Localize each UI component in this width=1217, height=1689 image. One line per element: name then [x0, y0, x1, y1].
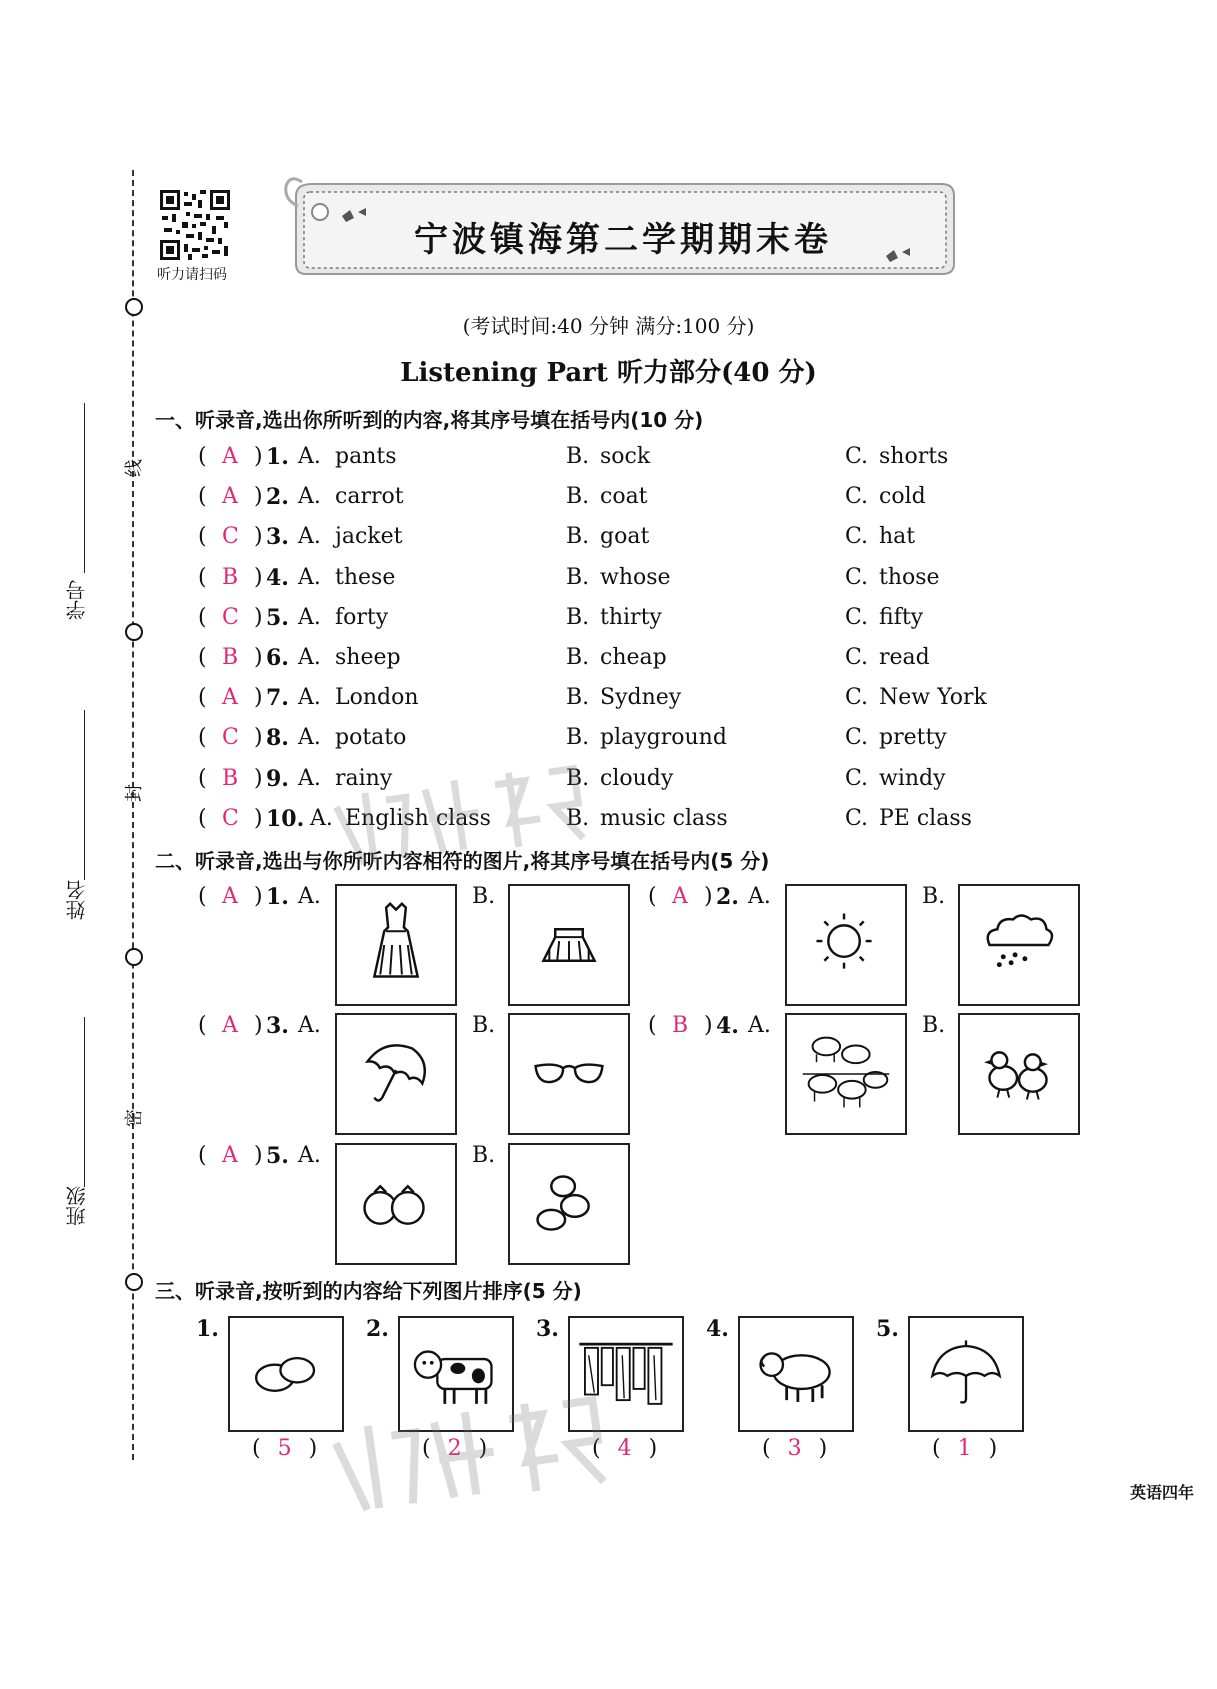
s3-number: 2. — [366, 1316, 389, 1342]
s1-question-row — [0, 766, 1217, 806]
answer-value: 4 — [617, 1436, 632, 1461]
close-bracket: ) — [254, 765, 263, 791]
binding-char-seal: 封 — [124, 784, 145, 802]
open-bracket: ( — [932, 1436, 941, 1461]
student-number-label: 学号 — [65, 580, 89, 620]
close-bracket: ) — [478, 1436, 488, 1461]
sun-icon[interactable] — [785, 884, 907, 1006]
answer-blank[interactable]: A — [222, 444, 238, 469]
s3-answer-slot[interactable] — [762, 1436, 832, 1461]
option-c-text: pretty — [879, 725, 947, 751]
close-bracket: ) — [704, 1013, 713, 1038]
question-number: 1. — [266, 444, 289, 470]
answer-blank[interactable]: A — [222, 484, 238, 510]
close-bracket: ) — [254, 725, 263, 751]
answer-blank[interactable]: B — [222, 765, 239, 791]
open-bracket: ( — [762, 1436, 771, 1461]
open-bracket: ( — [198, 884, 207, 909]
option-c-label: C. — [845, 524, 869, 550]
option-a-label: A. — [298, 1013, 321, 1038]
close-bracket: ) — [254, 645, 263, 670]
close-bracket: ) — [818, 1436, 828, 1461]
umbrella-icon[interactable] — [908, 1316, 1024, 1432]
question-number: 5. — [266, 1143, 289, 1169]
option-b-text: cheap — [600, 645, 667, 670]
option-c-text: New York — [879, 685, 987, 711]
option-a-label: A. — [298, 484, 321, 510]
option-a-text: pants — [335, 444, 397, 469]
open-bracket: ( — [198, 725, 207, 751]
option-b-label: B. — [566, 645, 590, 670]
option-a-label: A. — [298, 1143, 321, 1168]
section1-heading: 一、听录音,选出你所听到的内容,将其序号填在括号内(10 分) — [155, 408, 704, 432]
answer-blank[interactable]: A — [222, 1143, 238, 1168]
option-b-label: B. — [472, 1013, 496, 1038]
s1-question-row — [0, 725, 1217, 765]
close-bracket: ) — [648, 1436, 658, 1461]
s1-question-row — [0, 524, 1217, 564]
question-number: 3. — [266, 1013, 289, 1039]
option-b-text: cloudy — [600, 765, 674, 791]
option-a-text: carrot — [335, 484, 404, 510]
answer-blank[interactable]: C — [222, 604, 239, 630]
answer-blank[interactable]: B — [222, 645, 239, 670]
question-number: 5. — [266, 604, 289, 631]
s1-question-row — [0, 685, 1217, 725]
question-number: 9. — [266, 765, 289, 792]
option-b-text: whose — [600, 564, 671, 590]
answer-blank[interactable]: C — [222, 805, 239, 831]
option-b-text: goat — [600, 524, 650, 550]
option-c-text: cold — [879, 484, 926, 510]
option-b-text: playground — [600, 725, 727, 751]
question-number: 7. — [266, 685, 289, 712]
option-c-label: C. — [845, 444, 869, 469]
option-a-label: A. — [298, 725, 321, 751]
s1-question-row — [0, 444, 1217, 484]
open-bracket: ( — [198, 444, 207, 469]
class-label: 班级 — [65, 1186, 89, 1226]
option-b-label: B. — [566, 685, 590, 711]
question-number: 4. — [716, 1013, 739, 1039]
section3-heading: 三、听录音,按听到的内容给下列图片排序(5 分) — [155, 1279, 582, 1303]
option-b-label: B. — [566, 524, 590, 550]
option-b-label: B. — [922, 1013, 946, 1038]
option-b-text: thirty — [600, 604, 662, 630]
question-number: 3. — [266, 524, 289, 551]
option-c-label: C. — [845, 805, 869, 831]
close-bracket: ) — [254, 685, 263, 711]
close-bracket: ) — [254, 604, 263, 630]
answer-value: 3 — [787, 1436, 802, 1461]
close-bracket: ) — [254, 524, 263, 550]
option-a-text: jacket — [335, 524, 403, 550]
answer-blank[interactable]: A — [222, 884, 238, 909]
option-c-text: those — [879, 564, 940, 590]
close-bracket: ) — [254, 444, 263, 469]
name-label: 姓名 — [65, 880, 89, 920]
option-a-label: A. — [310, 805, 333, 831]
binding-char-dense: 密 — [124, 1109, 145, 1127]
option-a-label: A. — [298, 444, 321, 469]
close-bracket: ) — [988, 1436, 998, 1461]
close-bracket: ) — [254, 805, 263, 831]
answer-blank[interactable]: C — [222, 524, 239, 550]
option-c-label: C. — [845, 564, 869, 590]
rain-cloud-icon[interactable] — [958, 884, 1080, 1006]
option-c-label: C. — [845, 765, 869, 791]
sheep-flock-icon[interactable] — [785, 1013, 907, 1135]
option-c-label: C. — [845, 685, 869, 711]
s3-answer-slot[interactable] — [932, 1436, 1002, 1461]
option-a-label: A. — [748, 1013, 771, 1038]
chicks-icon[interactable] — [958, 1013, 1080, 1135]
page-title: 宁波镇海第二学期期末卷 — [414, 220, 832, 260]
option-b-text: sock — [600, 444, 651, 469]
answer-value: 2 — [447, 1436, 462, 1461]
question-number: 2. — [266, 484, 289, 511]
page-footer-label: 英语四年 — [1130, 1483, 1195, 1502]
open-bracket: ( — [198, 604, 207, 630]
section2-heading: 二、听录音,选出与你所听内容相符的图片,将其序号填在括号内(5 分) — [155, 849, 770, 873]
s3-number: 1. — [196, 1316, 219, 1342]
option-c-label: C. — [845, 484, 869, 510]
s1-question-row — [0, 605, 1217, 645]
option-b-label: B. — [566, 444, 590, 469]
open-bracket: ( — [252, 1436, 261, 1461]
open-bracket: ( — [198, 685, 207, 711]
qr-code[interactable] — [158, 188, 232, 262]
potatoes-icon[interactable] — [508, 1143, 630, 1265]
tomatoes-icon[interactable] — [335, 1143, 457, 1265]
question-number: 1. — [266, 884, 289, 910]
option-b-label: B. — [566, 805, 590, 831]
open-bracket: ( — [648, 884, 657, 909]
open-bracket: ( — [198, 484, 207, 510]
close-bracket: ) — [704, 884, 713, 909]
option-a-label: A. — [298, 604, 321, 630]
s1-question-row — [0, 806, 1217, 846]
close-bracket: ) — [254, 484, 263, 510]
answer-blank[interactable]: A — [222, 685, 238, 711]
answer-blank[interactable]: A — [222, 1013, 238, 1038]
answer-blank[interactable]: A — [672, 884, 688, 909]
option-c-text: shorts — [879, 444, 949, 469]
option-b-label: B. — [472, 884, 496, 909]
option-b-label: B. — [472, 1143, 496, 1168]
option-b-text: Sydney — [600, 685, 682, 711]
option-b-text: coat — [600, 484, 648, 510]
s1-question-row — [0, 484, 1217, 524]
question-number: 10. — [266, 805, 305, 832]
close-bracket: ) — [308, 1436, 318, 1461]
option-a-label: A. — [298, 685, 321, 711]
option-a-label: A. — [748, 884, 771, 909]
option-c-text: fifty — [879, 604, 924, 630]
option-c-text: hat — [879, 524, 916, 550]
option-a-text: potato — [335, 725, 407, 751]
potatoes-icon[interactable] — [228, 1316, 344, 1432]
close-bracket: ) — [254, 1013, 263, 1038]
close-bracket: ) — [254, 1143, 263, 1168]
option-a-text: London — [335, 685, 419, 711]
close-bracket: ) — [254, 884, 263, 909]
open-bracket: ( — [198, 765, 207, 791]
option-a-text: these — [335, 564, 396, 590]
answer-blank[interactable]: B — [672, 1013, 689, 1038]
option-b-label: B. — [566, 484, 590, 510]
open-bracket: ( — [198, 524, 207, 550]
s3-answer-slot[interactable] — [252, 1436, 322, 1461]
open-bracket: ( — [648, 1013, 657, 1038]
open-bracket: ( — [198, 645, 207, 670]
question-number: 2. — [716, 884, 739, 910]
answer-blank[interactable]: B — [222, 564, 239, 590]
option-c-label: C. — [845, 645, 869, 670]
open-bracket: ( — [422, 1436, 431, 1461]
option-a-text: English class — [345, 805, 491, 831]
option-c-text: read — [879, 645, 930, 670]
option-a-text: forty — [335, 604, 389, 630]
s3-number: 5. — [876, 1316, 899, 1342]
option-b-label: B. — [566, 765, 590, 791]
part-title: Listening Part 听力部分(40 分) — [400, 358, 817, 388]
option-a-label: A. — [298, 524, 321, 550]
s3-number: 4. — [706, 1316, 729, 1342]
answer-blank[interactable]: C — [222, 725, 239, 751]
option-b-text: music class — [600, 805, 728, 831]
open-bracket: ( — [198, 564, 207, 590]
option-a-label: A. — [298, 564, 321, 590]
option-c-label: C. — [845, 725, 869, 751]
option-b-label: B. — [566, 604, 590, 630]
binding-hole — [125, 1273, 143, 1291]
option-c-text: PE class — [879, 805, 972, 831]
option-b-label: B. — [566, 564, 590, 590]
option-c-text: windy — [879, 765, 946, 791]
s3-number: 3. — [536, 1316, 559, 1342]
option-a-label: A. — [298, 645, 321, 670]
option-b-label: B. — [922, 884, 946, 909]
sheep-icon[interactable] — [738, 1316, 854, 1432]
answer-value: 5 — [277, 1436, 292, 1461]
open-bracket: ( — [592, 1436, 601, 1461]
option-a-label: A. — [298, 884, 321, 909]
option-a-text: rainy — [335, 765, 393, 791]
option-b-label: B. — [566, 725, 590, 751]
answer-value: 1 — [957, 1436, 972, 1461]
option-a-label: A. — [298, 765, 321, 791]
option-c-label: C. — [845, 604, 869, 630]
s1-question-row — [0, 565, 1217, 605]
question-number: 4. — [266, 564, 289, 591]
s1-question-row — [0, 645, 1217, 685]
option-a-text: sheep — [335, 645, 401, 670]
open-bracket: ( — [198, 1143, 207, 1168]
question-number: 6. — [266, 645, 289, 671]
qr-caption: 听力请扫码 — [157, 267, 227, 283]
exam-info: (考试时间:40 分钟 满分:100 分) — [462, 314, 755, 338]
question-number: 8. — [266, 725, 289, 752]
open-bracket: ( — [198, 805, 207, 831]
watermark — [323, 1381, 618, 1546]
binding-char-line: 线 — [124, 459, 145, 477]
open-bracket: ( — [198, 1013, 207, 1038]
close-bracket: ) — [254, 564, 263, 590]
